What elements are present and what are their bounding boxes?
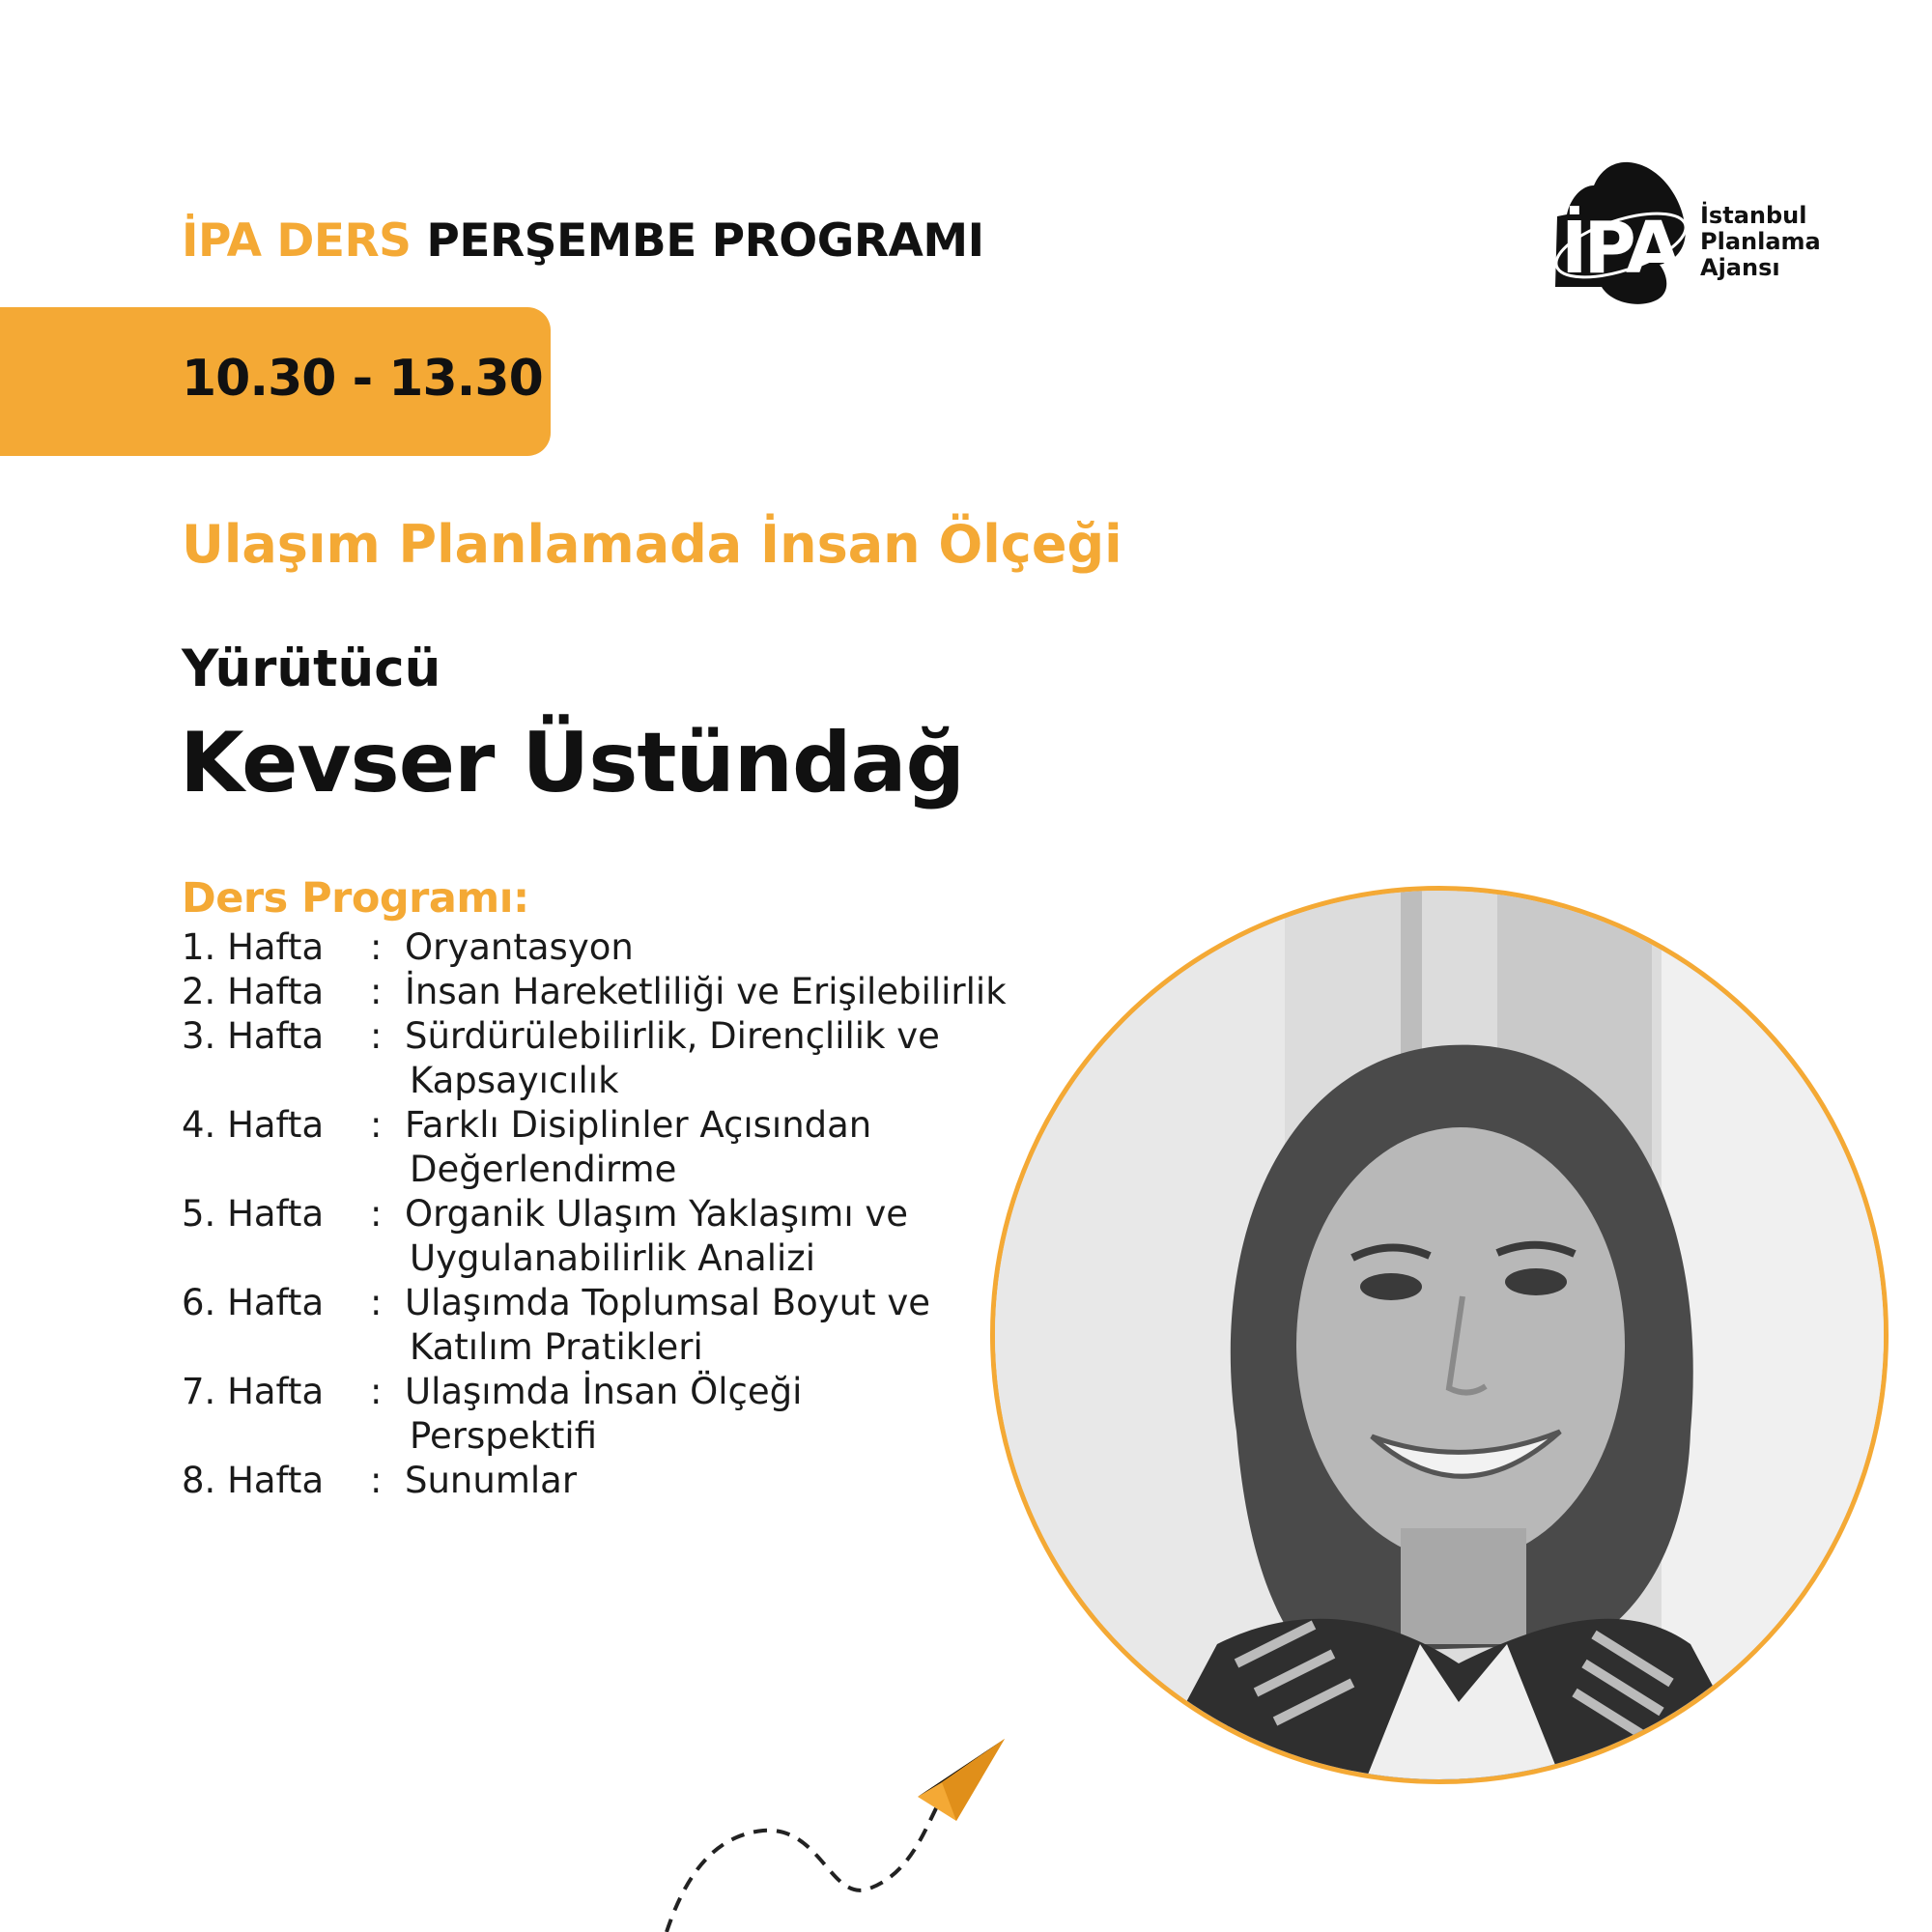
- week-topic: [405, 970, 1023, 1014]
- week-topic: [405, 1103, 1023, 1192]
- page-title-accent: İPA DERS: [182, 214, 412, 268]
- list-item: [182, 925, 1051, 970]
- list-item: [182, 1281, 1051, 1370]
- list-item: [182, 1103, 1051, 1192]
- logo-text: [1700, 203, 1821, 281]
- page-title-main: PERŞEMBE PROGRAMI: [426, 214, 984, 268]
- week-topic-line-1: Ulaşımda İnsan Ölçeği: [405, 1371, 803, 1412]
- week-topic-line-2: Katılım Pratikleri: [410, 1326, 703, 1368]
- week-topic: [405, 1192, 1023, 1281]
- week-separator: :: [370, 1371, 383, 1412]
- week-number: 1. Hafta: [182, 926, 325, 968]
- week-separator: :: [370, 1282, 383, 1323]
- logo-mark: İPA: [1561, 207, 1678, 290]
- week-topic-line-2: Değerlendirme: [410, 1149, 677, 1190]
- week-topic-line-1: Sürdürülebilirlik, Dirençlilik ve: [405, 1015, 940, 1057]
- course-title: Ulaşım Planlamada İnsan Ölçeği: [182, 514, 1122, 575]
- list-item: [182, 1370, 1051, 1459]
- week-topic-line-1: Organik Ulaşım Yaklaşımı ve: [405, 1193, 909, 1235]
- week-topic: [405, 1370, 1023, 1459]
- week-number: 4. Hafta: [182, 1104, 325, 1146]
- logo-line-3: Ajansı: [1700, 254, 1780, 281]
- week-number: 7. Hafta: [182, 1371, 325, 1412]
- list-item: [182, 1192, 1051, 1281]
- week-number: 5. Hafta: [182, 1193, 325, 1235]
- instructor-photo: [990, 886, 1889, 1784]
- week-topic: [405, 1459, 1023, 1503]
- program-heading: Ders Programı:: [182, 874, 529, 923]
- list-item: [182, 970, 1051, 1014]
- week-list: [182, 925, 1051, 1503]
- week-topic-line-1: Sunumlar: [405, 1460, 578, 1501]
- week-number: 2. Hafta: [182, 971, 325, 1012]
- week-number: 8. Hafta: [182, 1460, 325, 1501]
- week-separator: :: [370, 926, 383, 968]
- week-number: 6. Hafta: [182, 1282, 325, 1323]
- time-label: 10.30 - 13.30: [182, 350, 543, 408]
- instructor-name: Kevser Üstündağ: [180, 715, 965, 811]
- logo-line-1: İstanbul: [1700, 202, 1807, 229]
- week-topic-line-2: Kapsayıcılık: [410, 1060, 619, 1101]
- paper-plane-icon: [657, 1729, 1043, 1932]
- week-separator: :: [370, 1104, 383, 1146]
- week-separator: :: [370, 1015, 383, 1057]
- week-topic-line-1: Farklı Disiplinler Açısından: [405, 1104, 872, 1146]
- week-number: 3. Hafta: [182, 1015, 325, 1057]
- instructor-role: Yürütücü: [182, 639, 441, 698]
- week-topic-line-1: Oryantasyon: [405, 926, 634, 968]
- list-item: [182, 1459, 1051, 1503]
- week-topic-line-2: Perspektifi: [410, 1415, 598, 1457]
- page-title: [182, 214, 984, 268]
- logo-line-2: Planlama: [1700, 228, 1821, 255]
- week-topic: [405, 925, 1023, 970]
- list-item: [182, 1014, 1051, 1103]
- week-separator: :: [370, 1460, 383, 1501]
- week-separator: :: [370, 1193, 383, 1235]
- week-topic: [405, 1281, 1023, 1370]
- week-topic: [405, 1014, 1023, 1103]
- week-topic-line-1: İnsan Hareketliliği ve Erişilebilirlik: [405, 971, 1007, 1012]
- week-topic-line-1: Ulaşımda Toplumsal Boyut ve: [405, 1282, 931, 1323]
- time-badge: [0, 307, 551, 456]
- week-separator: :: [370, 971, 383, 1012]
- week-topic-line-2: Uygulanabilirlik Analizi: [410, 1237, 815, 1279]
- portrait-icon: [995, 891, 1889, 1784]
